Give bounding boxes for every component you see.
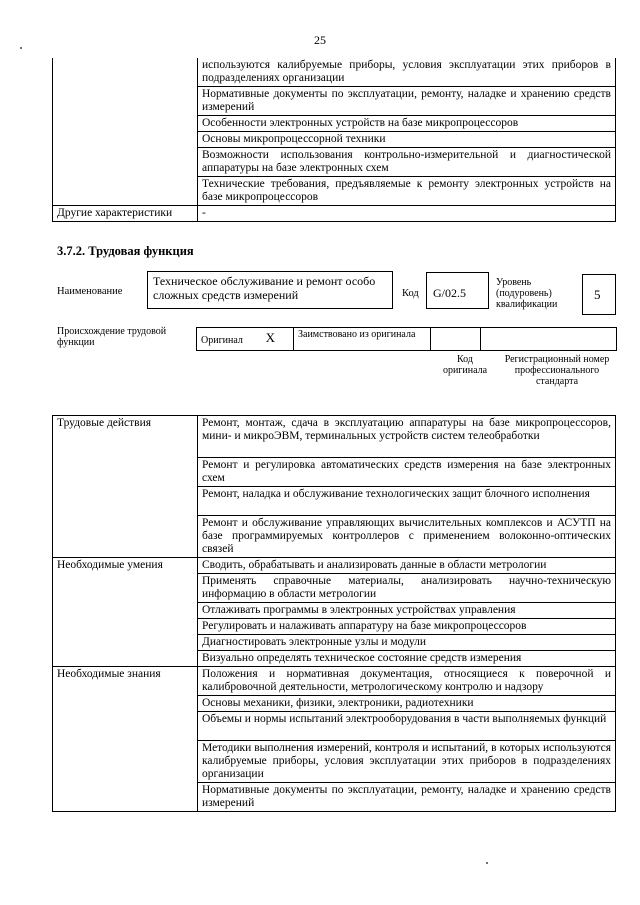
table-cell: Ремонт и регулировка автоматических средств измерения на базе электронных схем: [198, 458, 616, 487]
origin-table: [196, 327, 617, 351]
table-cell: Ремонт, монтаж, сдача в эксплуатацию аппаратуры на базе микропроцессоров, мини- и микроЭВМ, терминальных устройств систем телеобработки: [198, 416, 616, 458]
table-cell: Возможности использования контрольно-измерительной и диагностической аппаратуры на базе электронных схем: [198, 148, 616, 177]
labor-function-table: [52, 415, 616, 812]
table-cell: Нормативные документы по эксплуатации, ремонту, наладке и хранению средств измерений: [198, 783, 616, 812]
table-cell: Основы микропроцессорной техники: [198, 132, 616, 148]
table-cell: Регулировать и налаживать аппаратуру на базе микропроцессоров: [198, 619, 616, 635]
borrowed-label: Заимствовано из оригинала: [294, 328, 431, 351]
code-label: Код: [402, 288, 419, 299]
page-number: 25: [314, 33, 326, 47]
table-cell: Методики выполнения измерений, контроля и испытаний, в которых используются калибруемые приборы, условия эксплуатации этих приборов в подразделениях организации: [198, 741, 616, 783]
table-row: [53, 206, 616, 222]
table-cell: Ремонт и обслуживание управляющих вычислительных комплексов и АСУТП на базе программируемых контроллеров с применением волоконно-оптических связей: [198, 516, 616, 558]
table-cell: Ремонт, наладка и обслуживание технологических защит блочного исполнения: [198, 487, 616, 516]
table-cell: Основы механики, физики, электроники, радиотехники: [198, 696, 616, 712]
level-label: Уровень (подуровень) квалификации: [496, 277, 558, 310]
reg-number-cell: [481, 328, 617, 351]
row-label: Другие характеристики: [53, 206, 198, 222]
code-orig-caption: Код оригинала: [442, 354, 488, 376]
code-value: G/02.5: [433, 286, 466, 300]
original-cell: [197, 328, 294, 351]
table-cell: Отлаживать программы в электронных устройствах управления: [198, 603, 616, 619]
row-label: [53, 58, 198, 206]
origin-label: Происхождение трудовой функции: [57, 326, 167, 348]
original-label: Оригинал: [201, 335, 243, 346]
table-cell: Применять справочные материалы, анализировать научно-техническую информацию в области метрологии: [198, 574, 616, 603]
name-label: Наименование: [57, 286, 123, 297]
table-row: [53, 416, 616, 458]
scan-speck: [20, 47, 22, 49]
row-label: Необходимые знания: [53, 667, 198, 812]
table-cell: Технические требования, предъявляемые к ремонту электронных устройств на базе микропроцессоров: [198, 177, 616, 206]
code-orig-cell: [431, 328, 481, 351]
table-cell: -: [198, 206, 616, 222]
original-mark: X: [265, 330, 275, 345]
table-cell: используются калибруемые приборы, условия эксплуатации этих приборов в подразделениях организации: [198, 58, 616, 87]
section-heading: 3.7.2. Трудовая функция: [57, 244, 194, 258]
reg-number-caption: Регистрационный номер профессионального стандарта: [504, 354, 610, 387]
name-value: Техническое обслуживание и ремонт особо сложных средств измерений: [153, 274, 376, 302]
table-row: [53, 667, 616, 696]
level-value: 5: [594, 287, 601, 302]
table-row: [53, 58, 616, 87]
row-label: Трудовые действия: [53, 416, 198, 558]
table-cell: Объемы и нормы испытаний электрооборудования в части выполняемых функций: [198, 712, 616, 741]
table-cell: Визуально определять техническое состояние средств измерения: [198, 651, 616, 667]
table-row: [53, 558, 616, 574]
table-cell: Особенности электронных устройств на базе микропроцессоров: [198, 116, 616, 132]
table-cell: Сводить, обрабатывать и анализировать данные в области метрологии: [198, 558, 616, 574]
row-label: Необходимые умения: [53, 558, 198, 667]
table-cell: Нормативные документы по эксплуатации, ремонту, наладке и хранению средств измерений: [198, 87, 616, 116]
table-cell: Положения и нормативная документация, относящиеся к поверочной и калибровочной деятельности, метрологическому контролю и надзору: [198, 667, 616, 696]
scan-speck: [486, 862, 488, 864]
table-cell: Диагностировать электронные узлы и модули: [198, 635, 616, 651]
top-table: [52, 58, 616, 222]
